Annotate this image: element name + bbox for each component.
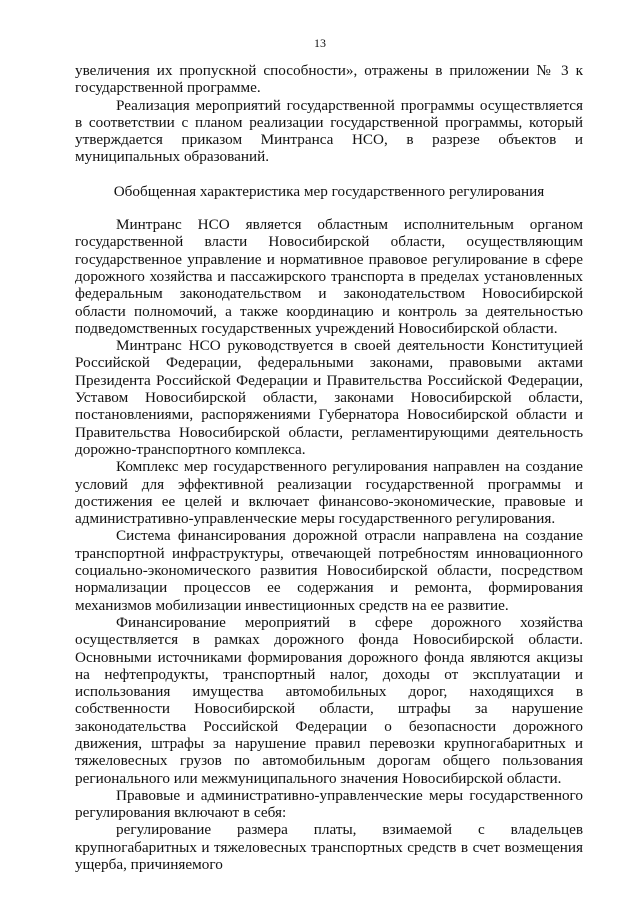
document-body bbox=[75, 62, 583, 873]
paragraph-fee-regulation: регулирование размера платы, взимаемой с владельцев крупногабаритных и тяжеловесных транспортных средств в счет возмещения ущерба, причиняемого bbox=[75, 821, 583, 874]
paragraph-financing-system: Система финансирования дорожной отрасли направлена на создание транспортной инфраструктуры, отвечающей потребностям инновационного социально-экономического развития Новосибирской области, посредством нормализации процессов ее содержания и ремонта, формирования механизмов мобилизации инвестиционных средств на ее развитие. bbox=[75, 527, 583, 614]
paragraph-complex-measures: Комплекс мер государственного регулирования направлен на создание условий для эффективной реализации государственной программы и достижения ее целей и включает финансово-экономические, правовые и административно-управленческие меры государственного регулирования. bbox=[75, 458, 583, 528]
paragraph-legal-measures: Правовые и административно-управленческие меры государственного регулирования включают в себя: bbox=[75, 786, 583, 822]
paragraph-mintrans-role: Минтранс НСО является областным исполнительным органом государственной власти Новосибирской области, осуществляющим государственное управление и нормативное правовое регулирование в сфере дорожного хозяйства и пассажирского транспорта в пределах установленных федеральным законодательством и законодательством Новосибирской области полномочий, а также координацию и контроль за деятельностью подведомственных государственных учреждений Новосибирской области. bbox=[75, 216, 583, 337]
paragraph-continuation: увеличения их пропускной способности», отражены в приложении № 3 к государственной программе. bbox=[75, 62, 583, 97]
paragraph-mintrans-guidance: Минтранс НСО руководствуется в своей деятельности Конституцией Российской Федерации, федеральными законами, правовыми актами Президента Российской Федерации и Правительства Российской Федерации, Уставом Новосибирской области, законами Новосибирской области, постановлениями, распоряжениями Губернатора Новосибирской области и Правительства Новосибирской области, регламентирующими деятельность дорожно-транспортного комплекса. bbox=[75, 337, 583, 458]
section-heading: Обобщенная характеристика мер государственного регулирования bbox=[113, 182, 545, 200]
page-number: 13 bbox=[314, 36, 326, 50]
paragraph-road-fund: Финансирование мероприятий в сфере дорожного хозяйства осуществляется в рамках дорожного фонда Новосибирской области. Основными источниками формирования дорожного фонда являются акцизы на нефтепродукты, транспортный налог, доходы от эксплуатации и использования имущества автомобильных дорог, находящихся в собственности Новосибирской области, штрафы за нарушение законодательства Российской Федерации о безопасности дорожного движения, штрафы за нарушение правил перевозки крупногабаритных и тяжеловесных грузов по автомобильным дорогам общего пользования регионального или межмуниципального значения Новосибирской области. bbox=[75, 613, 583, 787]
paragraph-implementation: Реализация мероприятий государственной программы осуществляется в соответствии с планом реализации государственной программы, который утверждается приказом Минтранса НСО, в разрезе объектов и муниципальных образований. bbox=[75, 96, 583, 166]
